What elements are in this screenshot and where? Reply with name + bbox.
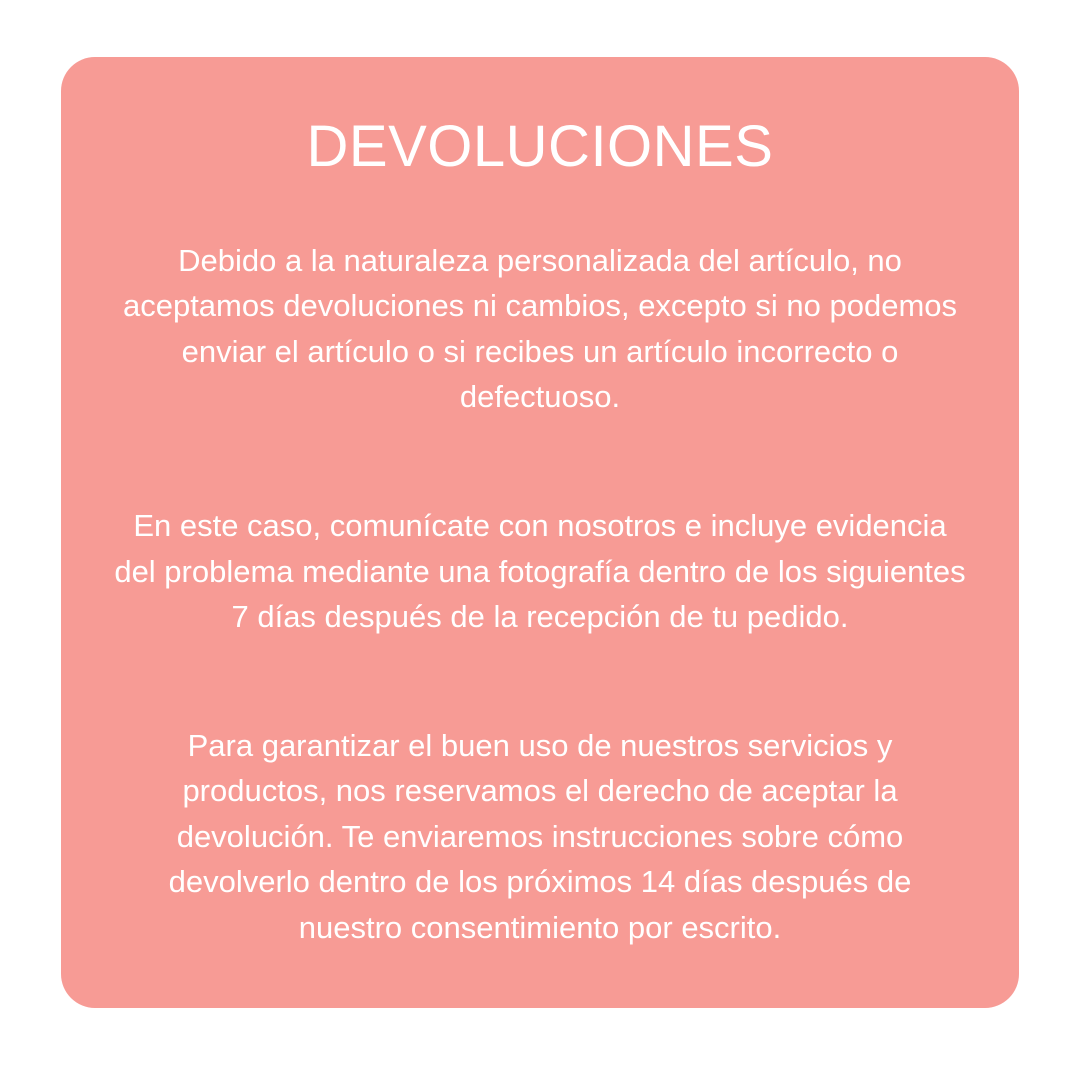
page-title: DEVOLUCIONES — [306, 114, 774, 179]
returns-policy-card — [61, 57, 1019, 1008]
policy-paragraph-3: Para garantizar el buen uso de nuestros servicios y productos, nos reservamos el derecho de aceptar la devolución. Te enviaremos instrucciones sobre cómo devolverlo dentro de los próximos 14 días después de nuestro consentimiento por escrito. — [168, 727, 912, 945]
policy-paragraph-2: En este caso, comunícate con nosotros e incluye evidencia del problema mediante una fotografía dentro de los siguientes 7 días después de la recepción de tu pedido. — [114, 508, 966, 635]
policy-paragraph-1: Debido a la naturaleza personalizada del artículo, no aceptamos devoluciones ni cambios, excepto si no podemos enviar el artículo o si recibes un artículo incorrecto o defectuoso. — [122, 242, 958, 415]
